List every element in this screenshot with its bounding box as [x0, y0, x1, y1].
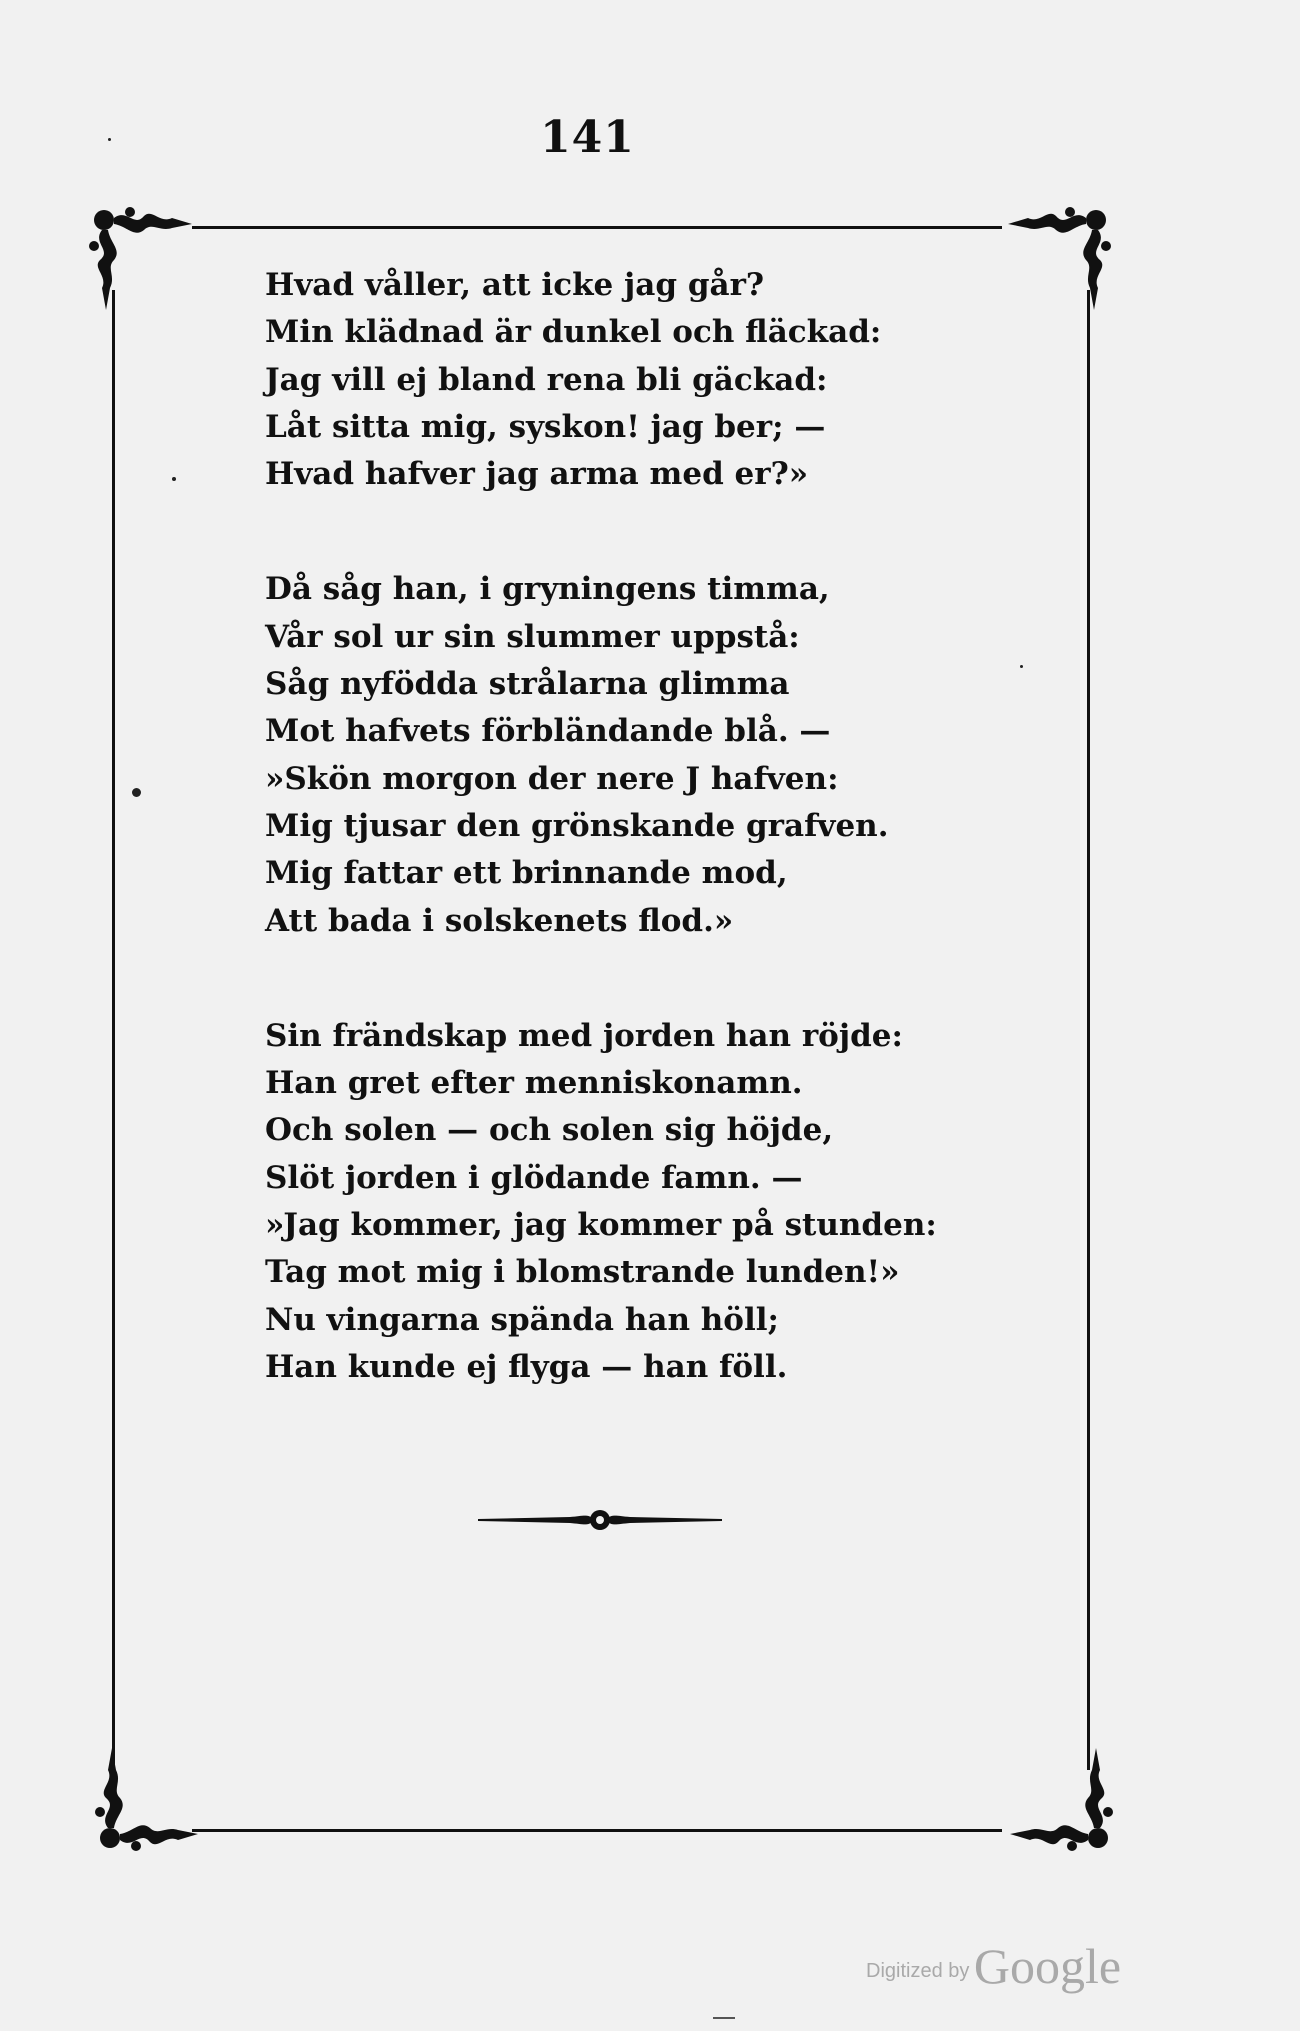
poem-line: Hvad våller, att icke jag går? [265, 267, 765, 303]
frame-left-rule [112, 290, 115, 1770]
poem-line: Mot hafvets förbländande blå. — [265, 713, 831, 750]
page-number: 141 [540, 112, 635, 163]
stanza-1 [265, 262, 937, 498]
poem-line: Tag mot mig i blomstrande lunden!» [265, 1254, 900, 1291]
stanza-3 [265, 1013, 937, 1391]
poem-line: Låt sitta mig, syskon! jag ber; — [265, 408, 826, 445]
poem-line: Då såg han, i gryningens timma, [265, 571, 830, 608]
scan-mark [713, 2017, 735, 2019]
poem-line: Och solen — och solen sig höjde, [265, 1112, 834, 1149]
poem-line: Mig tjusar den grönskande grafven. [265, 807, 889, 844]
frame-top-rule [192, 226, 1002, 229]
poem-line: »Jag kommer, jag kommer på stunden: [265, 1207, 937, 1244]
poem-line: Min klädnad är dunkel och fläckad: [265, 314, 882, 351]
poem-line: Han gret efter menniskonamn. [265, 1065, 803, 1102]
poem-line: Slöt jorden i glödande famn. — [265, 1159, 803, 1196]
watermark-brand: Google [973, 1938, 1122, 1994]
corner-ornament-top-left-icon [82, 198, 202, 318]
scan-speck [132, 788, 141, 797]
poem-line: Han kunde ej flyga — han föll. [265, 1348, 788, 1385]
poem-line: Vår sol ur sin slummer uppstå: [265, 618, 800, 655]
scan-speck [1020, 665, 1023, 668]
poem-line: Sin frändskap med jorden han röjde: [265, 1017, 903, 1054]
corner-ornament-bottom-left-icon [88, 1740, 208, 1860]
poem-line: Såg nyfödda strålarna glimma [265, 666, 790, 703]
scan-speck [172, 477, 176, 481]
frame-bottom-rule [192, 1829, 1002, 1832]
poem-line: Jag vill ej bland rena bli gäckad: [265, 361, 828, 398]
poem-line: Nu vingarna spända han höll; [265, 1301, 779, 1338]
poem-line: »Skön morgon der nere J hafven: [265, 760, 839, 797]
watermark-prefix: Digitized by [866, 1960, 970, 1982]
poem [265, 262, 937, 1391]
stanza-2 [265, 566, 937, 944]
corner-ornament-bottom-right-icon [1000, 1740, 1120, 1860]
frame-right-rule [1087, 290, 1090, 1770]
poem-line: Hvad hafver jag arma med er?» [265, 456, 809, 493]
corner-ornament-top-right-icon [998, 198, 1118, 318]
scan-speck [108, 138, 111, 141]
poem-line: Att bada i solskenets flod.» [265, 902, 734, 939]
poem-line: Mig fattar ett brinnande mod, [265, 855, 788, 892]
digitized-by-google-watermark [866, 1937, 1121, 1995]
end-ornament-icon [470, 1500, 730, 1540]
